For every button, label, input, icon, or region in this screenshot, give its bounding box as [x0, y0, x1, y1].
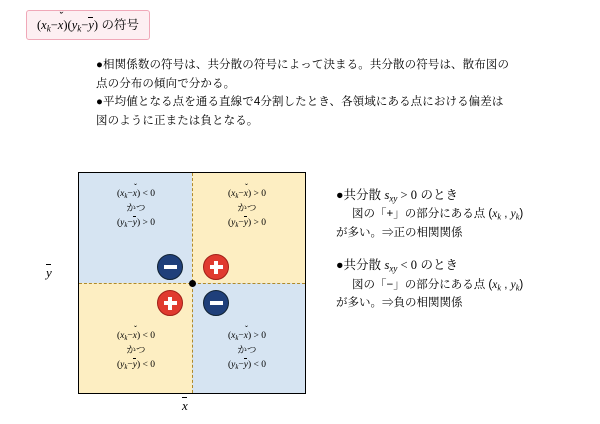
- axis-label-y: [46, 265, 52, 281]
- minus-bar: [210, 301, 223, 305]
- q-tl-x-sub: k: [124, 192, 128, 200]
- cov-neg-l1-ysub: k: [515, 283, 520, 293]
- title-paren-mid: )(: [63, 18, 72, 32]
- title-paren-close: ): [93, 18, 99, 32]
- mean-point-dot: [189, 280, 196, 287]
- q-tr-x: x: [231, 189, 236, 199]
- title-paren-open: (: [37, 18, 42, 32]
- cov-neg-l1-comma: ,: [501, 278, 511, 291]
- body-text: [96, 56, 516, 131]
- cov-neg-l1-xsub: k: [497, 283, 502, 293]
- cov-pos-rel: > 0: [397, 188, 417, 202]
- cov-neg-l1-y: y: [510, 278, 516, 291]
- cov-pos-l1-comma: ,: [501, 208, 511, 221]
- q-bl-y-mean: y: [133, 359, 137, 373]
- q-br-y: y: [231, 359, 236, 370]
- title-x: x: [41, 18, 47, 32]
- covariance-positive-line-2: が多い。⇒正の相関関係: [336, 226, 463, 239]
- body-line-1: ●相関係数の符号は、共分散の符号によって決まる。共分散の符号は、散布図の: [96, 59, 510, 71]
- cov-pos-pre: ●共分散: [336, 188, 385, 202]
- cov-pos-post: のとき: [416, 188, 458, 202]
- q-br-y-mean: y: [244, 359, 248, 373]
- q-bl-conj: かつ: [126, 344, 146, 356]
- q-br-rel-2: ) < 0: [247, 359, 267, 370]
- quadrant-label-top-right: ($x_k-x$ ˇ) > 0 かつ $(y_k-y) > 0$: [197, 187, 297, 230]
- q-br-rel-1: ) > 0: [247, 331, 267, 341]
- covariance-positive-header: [336, 186, 586, 206]
- cov-pos-l1-xsub: k: [497, 212, 502, 222]
- q-tr-y-sub: k: [235, 221, 239, 229]
- cov-neg-s: s: [384, 258, 390, 273]
- right-panel: [336, 186, 586, 327]
- body-line-4: 図のように正または負となる。: [96, 114, 259, 127]
- cov-pos-s: s: [384, 188, 390, 202]
- q-br-conj: かつ: [237, 344, 257, 356]
- plus-bar-v: [214, 261, 218, 274]
- cov-pos-l1-ysub: k: [515, 212, 520, 222]
- axis-label-x: [182, 398, 188, 414]
- cov-neg-l1-post: ): [519, 278, 524, 291]
- title-y-mean: y: [88, 18, 94, 32]
- cov-neg-pre: ●共分散: [336, 258, 385, 273]
- q-br-x-sub: k: [235, 334, 239, 342]
- title-jp-suffix: の符号: [98, 18, 140, 32]
- page-title: [26, 10, 150, 40]
- q-tl-y-mean: y: [133, 217, 137, 231]
- q-tr-y-mean: y: [244, 217, 248, 231]
- cov-pos-sub: xy: [389, 193, 398, 204]
- cov-neg-l1-pre: 図の「−」の部分にある点 (: [352, 278, 493, 291]
- quadrant-label-top-left: ($x_k-x$ ˇ) < 0 かつ $(y_k-y) > 0$: [86, 187, 186, 230]
- covariance-positive-line-1: [352, 206, 586, 224]
- q-tl-conj: かつ: [126, 202, 146, 214]
- covariance-negative-header: [336, 256, 586, 276]
- q-tl-rel-2: ) > 0: [136, 217, 156, 228]
- covariance-negative-line-1: [352, 277, 586, 295]
- q-bl-y: y: [120, 359, 125, 370]
- plus-bar-v: [168, 297, 172, 310]
- q-br-y-sub: k: [235, 363, 239, 371]
- q-tl-x: x: [120, 189, 125, 199]
- covariance-positive-block: [336, 186, 586, 242]
- title-x-mean: x ˇ: [58, 18, 64, 33]
- cov-pos-l1-post: ): [519, 208, 524, 221]
- title-x-sub: k: [46, 23, 51, 34]
- q-tr-rel-2: ) > 0: [247, 217, 267, 228]
- q-bl-rel-2: ) < 0: [136, 359, 156, 370]
- q-bl-y-sub: k: [124, 363, 128, 371]
- cov-pos-l1-pre: 図の「+」の部分にある点 (: [352, 208, 493, 221]
- plus-sign-icon-top-right: [203, 254, 229, 280]
- q-bl-x-sub: k: [124, 334, 128, 342]
- axis-x-text: x: [182, 398, 188, 413]
- minus-sign-icon-bottom-right: [203, 290, 229, 316]
- cov-pos-l1-x: x: [492, 208, 498, 221]
- cov-neg-sub: xy: [389, 263, 398, 274]
- body-line-3: ●平均値となる点を通る直線で4分割したとき、各領域にある点における偏差は: [96, 96, 504, 109]
- q-tr-x-sub: k: [235, 192, 239, 200]
- q-tl-rel-1: ) < 0: [136, 189, 156, 199]
- title-minus-2: −: [81, 18, 89, 32]
- cov-neg-rel: < 0: [397, 258, 417, 273]
- axis-y-text: y: [46, 265, 52, 280]
- plus-sign-icon-bottom-left: [157, 290, 183, 316]
- minus-bar: [164, 265, 177, 269]
- title-y: y: [71, 18, 78, 32]
- quadrant-diagram: [78, 172, 306, 394]
- minus-sign-icon-top-left: [157, 254, 183, 280]
- q-tl-y: y: [120, 217, 125, 228]
- q-tr-y: y: [231, 217, 236, 228]
- q-tr-conj: かつ: [237, 202, 257, 214]
- title-y-sub: k: [77, 23, 82, 34]
- q-br-x-mean: x ˇ: [244, 330, 248, 344]
- q-tr-x-mean: x ˇ: [244, 188, 248, 202]
- covariance-negative-block: [336, 256, 586, 312]
- cov-pos-l1-y: y: [510, 208, 516, 221]
- body-line-2: 点の分布の傾向で分かる。: [96, 77, 236, 90]
- quadrant-label-bottom-right: ($x_k-x$ ˇ) > 0 かつ $(y_k-y) < 0$: [197, 329, 297, 372]
- q-br-x: x: [231, 331, 236, 341]
- q-bl-rel-1: ) < 0: [136, 331, 156, 341]
- q-tl-x-mean: x ˇ: [133, 188, 137, 202]
- q-tr-rel-1: ) > 0: [247, 189, 267, 199]
- q-bl-x: x: [120, 331, 125, 341]
- cov-neg-l1-x: x: [492, 278, 498, 291]
- title-minus-1: −: [50, 18, 58, 32]
- q-bl-x-mean: x ˇ: [133, 330, 137, 344]
- q-tl-y-sub: k: [124, 221, 128, 229]
- cov-neg-post: のとき: [416, 258, 458, 273]
- covariance-negative-line-2: が多い。⇒負の相関関係: [336, 297, 463, 309]
- quadrant-label-bottom-left: ($x_k-x$ ˇ) < 0 かつ $(y_k-y) < 0$: [86, 329, 186, 372]
